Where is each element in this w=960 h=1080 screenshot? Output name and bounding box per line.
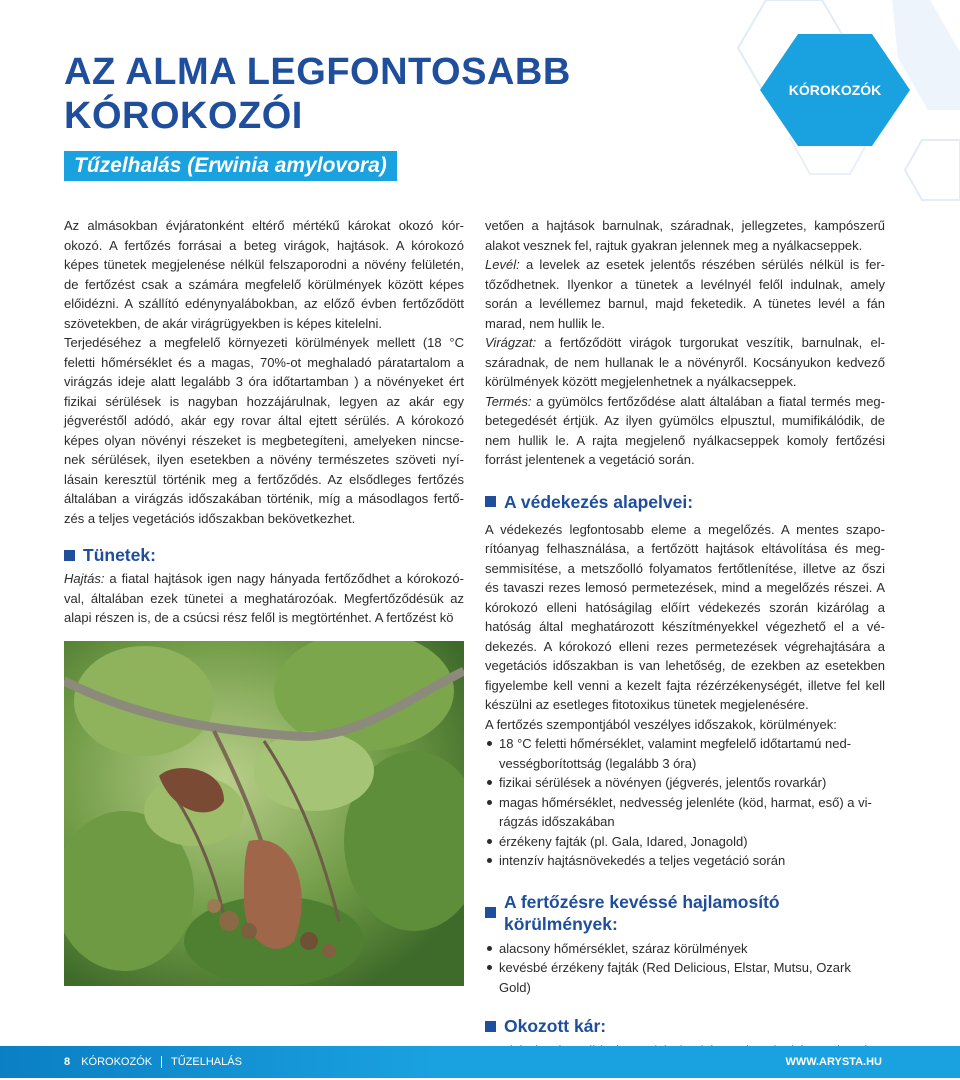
footer-website-link[interactable]: WWW.ARYSTA.HU: [785, 1056, 882, 1068]
left-column: [64, 216, 464, 628]
fruit-paragraph: [485, 392, 885, 470]
shoots-label: Hajtás:: [64, 571, 105, 586]
square-bullet-icon: [485, 1021, 496, 1032]
square-bullet-icon: [64, 550, 75, 561]
protection-paragraph: A védekezés legfontosabb eleme a megelőzés. A mentes szaporítóanyag felhasználása, a fertőzött hajtások eltávolítása és megsemmisítése, a metszőolló folyamatos fertőtlenítése, illetve az őszi és tavaszi rezes lemosó permetezések, mind a megelőzés részei. A kórokozó elleni hatóságilag előírt védekezés szorán kizárólag a hatóság által meghatározott készítményekkel végezhető el a védekezés. A kórokozó elleni rezes permetezések végrehajtására a vegetációs időszakban is van lehetőség, de ezekben az esetekben figyelembe kell venni a kezelt fajta rézérzékenységét, illetve fel kell készülni az esetleges fitotoxikus tünetek megjelenésére.: [485, 521, 885, 712]
leaf-label: Levél:: [485, 257, 520, 272]
flower-label: Virágzat:: [485, 335, 537, 350]
shoots-text: a fiatal hajtások igen nagy hányada fertőződhet a kórokozóval, általában ezek tünetei a meghatározóak. Megfertőződésük az alapi részen is, de a csúcsi rész felől is megtörténhet. A fertőzést kö: [64, 571, 464, 625]
square-bullet-icon: [485, 907, 496, 918]
title-line-1: AZ ALMA LEGFONTOSABB: [64, 51, 571, 93]
risk-intro: A fertőzés szempontjából veszélyes időszakok, körülmények:: [485, 716, 837, 732]
list-item: fizikai sérülések a növényen (jégverés, jelentős rovarkár): [485, 773, 885, 793]
list-item: alacsony hőmérséklet, száraz körülmények: [485, 939, 885, 959]
protection-heading: [485, 491, 885, 513]
page-footer: [0, 1046, 960, 1078]
damage-heading: [485, 1015, 885, 1037]
list-item: intenzív hajtásnövekedés a teljes vegetáció során: [485, 851, 885, 871]
page-title: [64, 50, 571, 138]
leaf-text: a levelek az esetek jelentős részében sérülés nélkül is fertőződhetnek. Ilyenkor a tünetek a levélnyél felől indulnak, amely során a levéllemez barnul, majd feketedik. A tünetes levél a fán marad, nem hullik le.: [485, 257, 885, 331]
right-column: [485, 216, 885, 1080]
page-number: 8: [64, 1056, 71, 1068]
list-item: kevésbé érzékeny fajták (Red Delicious, Elstar, Mutsu, Ozark Gold): [485, 958, 885, 997]
intro-paragraph: Az almásokban évjáratonként eltérő mértékű károkat okozó kórokozó. A fertőzés forrásai a beteg virágok, hajtások. A kórokozó képes tünetek megjelenése nélkül felszaporodni a növény felületén, de fertőzést csak a számára megfelelő körülmények között képes előidézni. A szállító edénynyalábokban, az előző évben fertőződött szövetekben, de akár virágrügyekben is képes kitelelni.: [64, 218, 464, 331]
list-item: érzékeny fajták (pl. Gala, Idared, Jonagold): [485, 832, 885, 852]
flower-paragraph: [485, 333, 885, 392]
symptoms-heading-text: Tünetek:: [83, 545, 156, 565]
flower-text: a fertőződött virágok turgorukat veszítik, barnulnak, elszáradnak, de nem hullanak le a növényről. Kocsányukon kedvező körülmények között megjelenhetnek a nyálkacseppek.: [485, 335, 885, 389]
list-item: magas hőmérséklet, nedvesség jelenléte (köd, harmat, eső) a virágzás időszakában: [485, 793, 885, 832]
fruit-text: a gyümölcs fertőződése alatt általában a fiatal termés megbetegedését értjük. Az ilyen gyümölcs elpusztul, mumifikálódik, de nem hullik le. A rajta megjelenő nyálkacseppek komoly fertőzési forrást jelentenek a vegetáció során.: [485, 393, 885, 467]
list-item: 18 °C feletti hőmérséklet, valamint megfelelő időtartamú nedvességborítottság (legalább 3 óra): [485, 734, 885, 773]
footer-subsection: TŰZELHALÁS: [171, 1056, 242, 1068]
fire-blight-photo: [64, 641, 464, 986]
footer-left: [64, 1046, 242, 1078]
damage-heading-text: Okozott kár:: [504, 1016, 607, 1036]
category-badge: KÓROKOZÓK: [788, 82, 882, 98]
fruit-label: Termés:: [485, 393, 532, 409]
hexagon-decoration: [660, 0, 960, 220]
symptoms-heading: [64, 544, 464, 566]
footer-divider: [161, 1056, 162, 1068]
spread-paragraph: Terjedéséhez a megfelelő környezeti körülmények mellett (18 °C feletti hőmérséklet és a magas, 70%-ot meghaladó páratartalom a virágzás ideje alatt legalább 3 óra időtartamban ) a növényeket ért fizikai sérülések is nagyban hozzájárulnak, legyen az akár egy jégveréstől adódó, akár egy rovar által ejtett sérülés. A kórokozó képes olyan növényi részeket is megbetegíteni, amelyeken nincsenek sérülések, ilyen esetekben a növény természetes szöveti nyílásain keresztül történik meg a fertőződés. Az elsődleges fertőzés általában a virágzás időszakában történik, míg a másodlagos fertőzés a teljes vegetációs időszakban bekövetkezhet.: [64, 335, 464, 526]
protection-heading-text: A védekezés alapelvei:: [504, 491, 694, 512]
title-line-2: KÓROKOZÓI: [64, 95, 303, 137]
shoots-continuation: vetően a hajtások barnulnak, száradnak, jellegzetes, kampószerű alakot vesznek fel, rajtuk gyakran jelennek meg a nyálkacseppek.: [485, 218, 885, 253]
low-risk-heading: [485, 891, 885, 935]
low-risk-list: [485, 939, 885, 998]
footer-section: KÓROKOZÓK: [81, 1056, 153, 1068]
risk-list: [485, 734, 885, 871]
shoots-paragraph: [64, 569, 464, 628]
square-bullet-icon: [485, 496, 496, 507]
leaf-paragraph: [485, 255, 885, 333]
subtitle-bar: Tűzelhalás (Erwinia amylovora): [64, 151, 397, 181]
low-risk-heading-text: A fertőzésre kevéssé hajlamosító körülmények:: [504, 891, 780, 934]
hexagon-outline: [905, 140, 960, 200]
